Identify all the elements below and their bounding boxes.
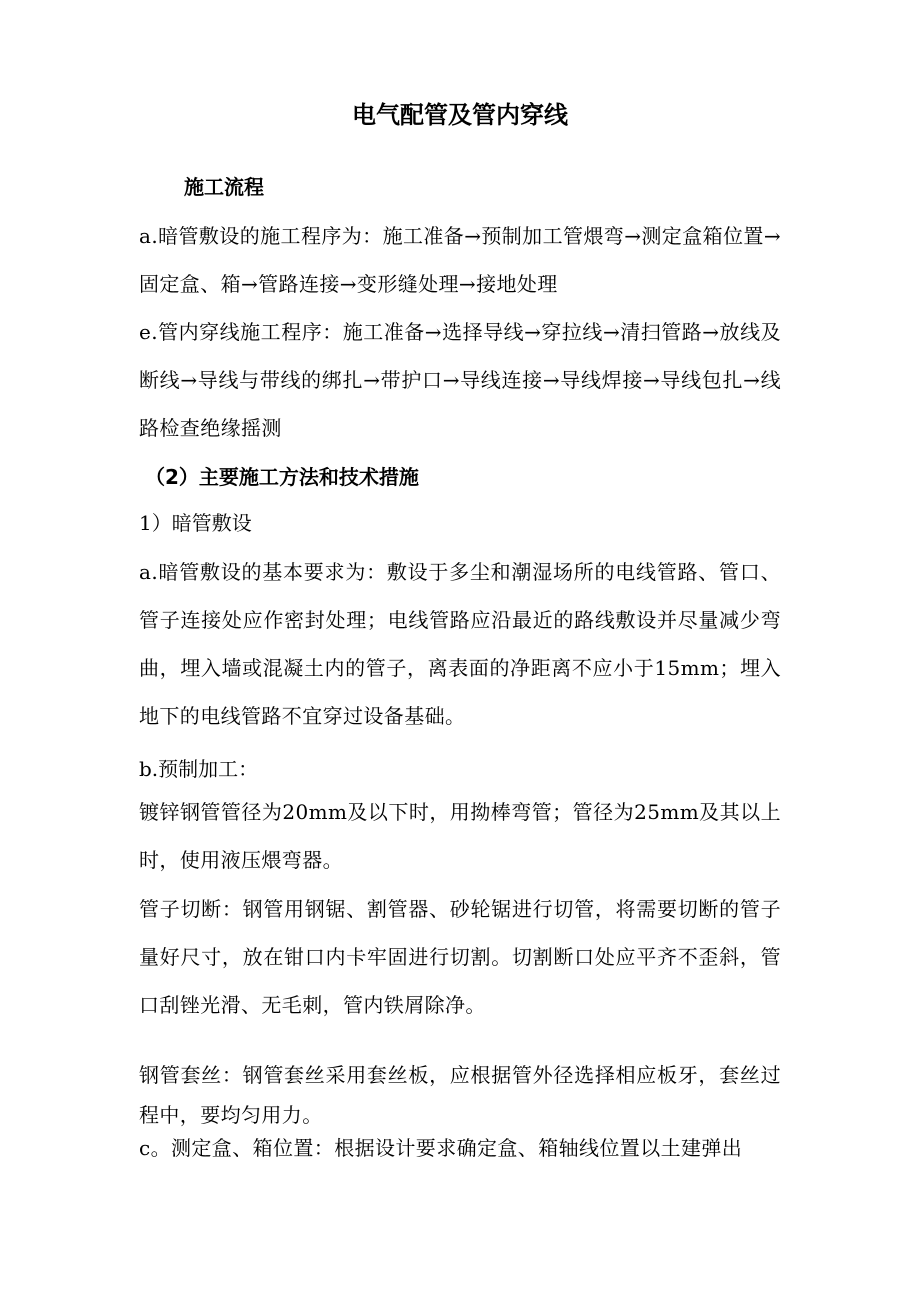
- flow-e-paragraph: e.管内穿线施工程序：施工准备→选择导线→穿拉线→清扫管路→放线及断线→导线与带线的绑扎→带护口→导线连接→导线焊接→导线包扎→线路检查绝缘摇测: [139, 320, 781, 440]
- bending-paragraph: 镀锌钢管管径为20mm及以下时，用拗棒弯管；管径为25mm及其以上时，使用液压煨弯器。: [139, 800, 781, 872]
- paragraph-a: a.暗管敷设的基本要求为：敷设于多尘和潮湿场所的电线管路、管口、管子连接处应作密封处理；电线管路应沿最近的路线敷设并尽量减少弯曲，埋入墙或混凝土内的管子，离表面的净距离不应小于15mm；埋入地下的电线管路不宜穿过设备基础。: [139, 560, 781, 728]
- threading-paragraph: 钢管套丝：钢管套丝采用套丝板，应根据管外径选择相应板牙，套丝过程中，要均匀用力。: [139, 1063, 781, 1127]
- subheading-b: b.预制加工：: [139, 757, 259, 781]
- cutting-paragraph: 管子切断：钢管用钢锯、割管器、砂轮锯进行切管，将需要切断的管子量好尺寸，放在钳口内卡牢固进行切割。切割断口处应平齐不歪斜，管口刮锉光滑、无毛刺，管内铁屑除净。: [139, 897, 781, 1017]
- paragraph-c: c。测定盒、箱位置：根据设计要求确定盒、箱轴线位置以土建弹出: [139, 1136, 743, 1160]
- flow-heading: 施工流程: [184, 175, 264, 199]
- flow-a-paragraph: a.暗管敷设的施工程序为：施工准备→预制加工管煨弯→测定盒箱位置→固定盒、箱→管路连接→变形缝处理→接地处理: [139, 224, 781, 296]
- document-title: 电气配管及管内穿线: [352, 101, 568, 129]
- subheading-1: 1）暗管敷设: [139, 511, 252, 535]
- main-heading: （2）主要施工方法和技术措施: [145, 465, 419, 489]
